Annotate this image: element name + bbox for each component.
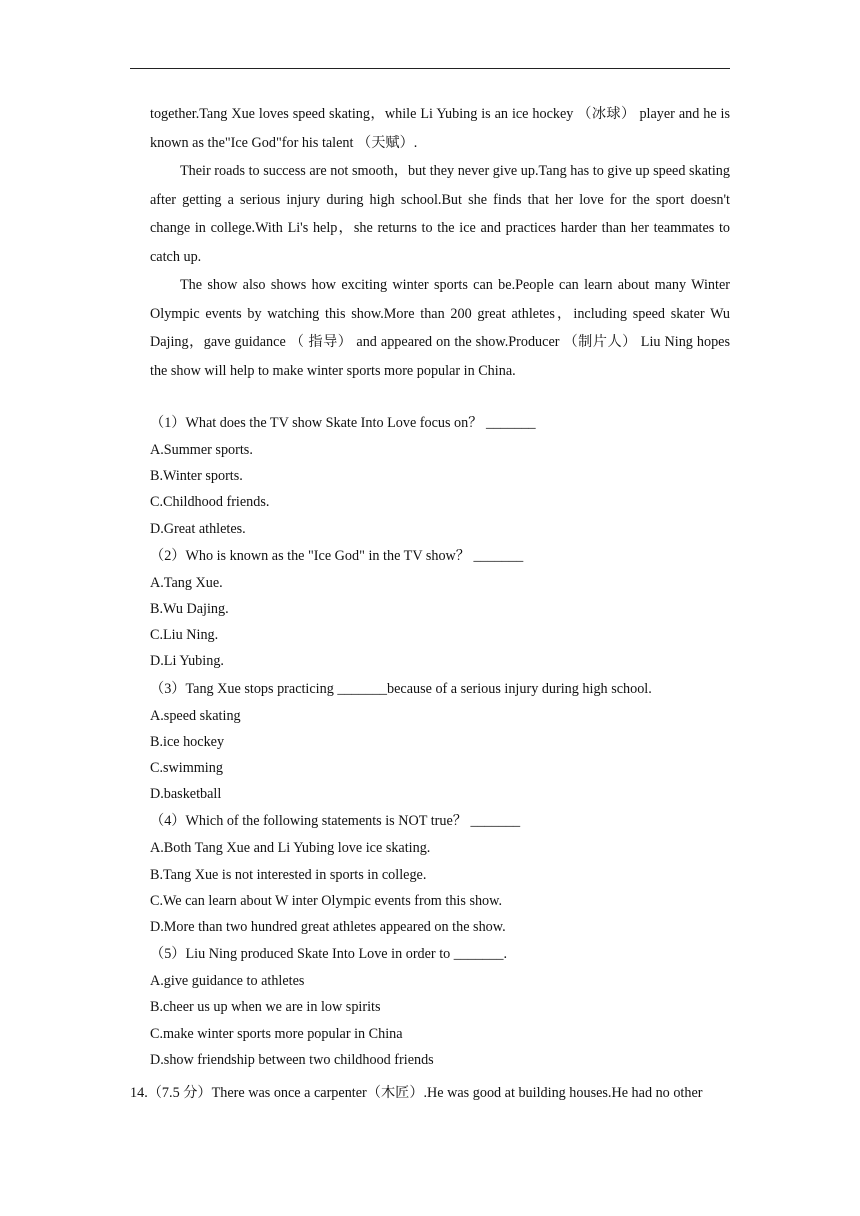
passage-paragraph-2: Their roads to success are not smooth，but they never give up.Tang has to give up speed skating after getting a serious injury during high school.But she finds that her love for the sport doesn't change in college.With Li's help，she returns to the ice and practices harder than her teammates to catch up. bbox=[150, 163, 730, 265]
option-b: B.Wu Dajing. bbox=[150, 601, 229, 618]
next-problem-heading: 14.（7.5 分）There was once a carpenter（木匠）.He was good at building houses.He had no other bbox=[130, 1085, 703, 1101]
document-body bbox=[150, 100, 730, 1073]
question-stem: （5）Liu Ning produced Skate Into Love in order to _______. bbox=[150, 946, 507, 963]
header-rule bbox=[130, 68, 730, 69]
option-a: A.Both Tang Xue and Li Yubing love ice skating. bbox=[150, 840, 431, 857]
option-a: A.Summer sports. bbox=[150, 442, 253, 458]
question-4 bbox=[150, 807, 730, 940]
option-c: C.make winter sports more popular in China bbox=[150, 1025, 403, 1042]
option-b: B.cheer us up when we are in low spirits bbox=[150, 999, 381, 1016]
passage-paragraph-3: The show also shows how exciting winter sports can be.People can learn about many Winter Olympic events by watching this show.More than 200 great athletes，including speed skater Wu Dajing，gave guidance （ 指导） and appeared on the show.Producer （制片人） Liu Ning hopes the show will help to make winter sports more popular in China. bbox=[150, 277, 730, 379]
option-d: D.Li Yubing. bbox=[150, 653, 224, 670]
option-c: C.We can learn about W inter Olympic events from this show. bbox=[150, 892, 503, 909]
option-b: B.Winter sports. bbox=[150, 468, 243, 485]
option-d: D.basketball bbox=[150, 786, 222, 803]
option-a: A.Tang Xue. bbox=[150, 574, 223, 591]
question-2 bbox=[150, 542, 730, 675]
option-c: C.Liu Ning. bbox=[150, 627, 219, 644]
question-5 bbox=[150, 940, 730, 1073]
option-a: A.speed skating bbox=[150, 707, 241, 724]
option-d: D.show friendship between two childhood friends bbox=[150, 1051, 434, 1068]
question-stem: （1）What does the TV show Skate Into Love focus on？ _______ bbox=[150, 415, 536, 431]
spacer bbox=[150, 385, 730, 409]
option-a: A.give guidance to athletes bbox=[150, 973, 305, 990]
option-d: D.Great athletes. bbox=[150, 520, 246, 537]
question-stem: （3）Tang Xue stops practicing _______because of a serious injury during high school. bbox=[150, 680, 652, 697]
option-c: C.swimming bbox=[150, 760, 223, 777]
option-b: B.ice hockey bbox=[150, 733, 225, 750]
passage-paragraph-1: together.Tang Xue loves speed skating，while Li Yubing is an ice hockey （冰球） player and he is known as the"Ice God"for his talent （天赋）. bbox=[150, 106, 730, 151]
option-b: B.Tang Xue is not interested in sports in college. bbox=[150, 866, 427, 883]
question-stem: （4）Which of the following statements is NOT true？ _______ bbox=[150, 813, 521, 830]
question-stem: （2）Who is known as the "Ice God" in the TV show？ _______ bbox=[150, 547, 524, 564]
question-3 bbox=[150, 675, 730, 808]
option-c: C.Childhood friends. bbox=[150, 494, 270, 511]
option-d: D.More than two hundred great athletes appeared on the show. bbox=[150, 919, 506, 936]
question-1 bbox=[150, 409, 730, 542]
